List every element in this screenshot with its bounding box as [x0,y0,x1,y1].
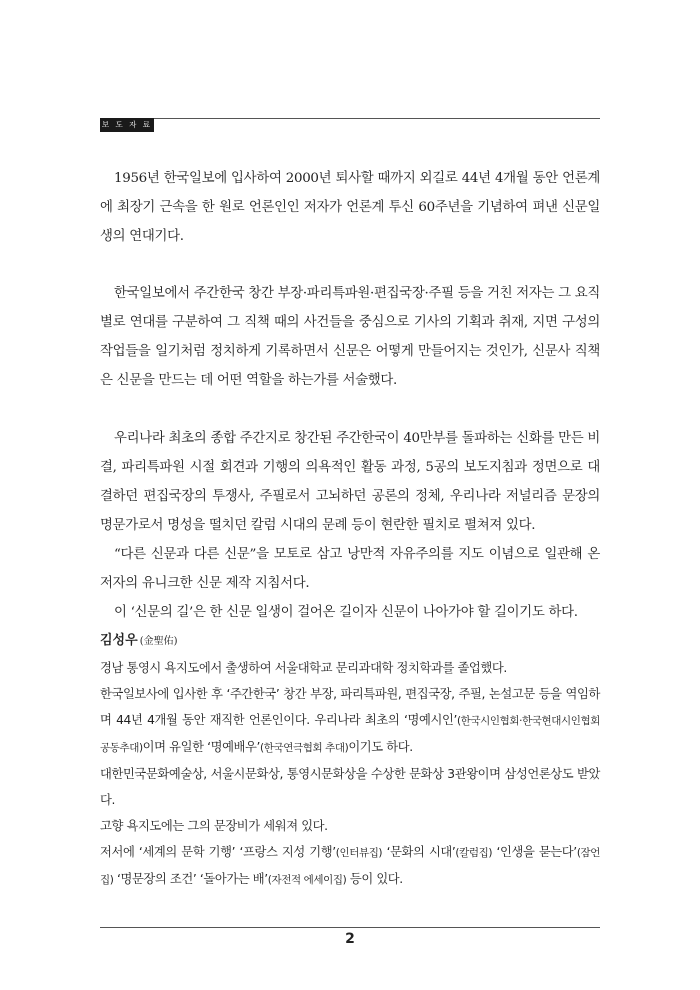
main-body [100,164,600,627]
bio-birthplace: 경남 통영시 욕지도에서 출생하여 서울대학교 문리과대학 정치학과를 졸업했다. [100,661,507,675]
bio-monument: 고향 욕지도에는 그의 문장비가 세워져 있다. [100,819,328,833]
author-hanja: (金聖佑) [139,636,178,647]
paragraph-intro: 1956년 한국일보에 입사하여 2000년 퇴사할 때까지 외길로 44년 4개월 동안 언론계에 최장기 근속을 한 원로 언론인인 저자가 언론계 투신 60주년을 기념하여 펴낸 신문일생의 연대기다. [100,171,600,244]
bio-career-text-2: 이며 유일한 ‘명예배우’ [142,740,261,754]
bio-works-text-5: 등이 있다. [346,872,403,886]
bio-career [100,681,600,761]
paragraph-highlights: 우리나라 최초의 종합 주간지로 창간된 주간한국이 40만부를 돌파하는 신화를 만든 비결, 파리특파원 시절 회견과 기행의 의욕적인 활동 과정, 5공의 보도지침과 정면으로 대결하던 편집국장의 투쟁사, 주필로서 고뇌하던 공론의 정체, 우리나라 저널리즘 문장의 명문가로서 명성을 떨치던 칼럼 시대의 문례 등이 현란한 필치로 펼쳐져 있다. [100,431,600,533]
bio-works-note-2: (칼럼집) [455,847,493,859]
bio-works [100,839,600,893]
bio-career-text: 한국일보사에 입사한 후 ‘주간한국’ 창간 부장, 파리특파원, 편집국장, 주필, 논설고문 등을 역임하며 44년 4개월 동안 재직한 언론인이다. 우리나라 최초의 ‘명예시인’ [100,687,600,727]
header-rule [100,118,600,119]
bio-works-text-4: ‘명문장의 조건’ ‘돌아가는 배’ [113,872,268,886]
bio-works-text-1: 저서에 ‘세계의 문학 기행’ ‘프랑스 지성 기행’ [100,845,336,859]
bio-works-text-2: ‘문화의 시대’ [382,845,456,859]
bio-works-text-3: ‘인생을 묻는다’ [492,845,577,859]
author-section [100,628,600,893]
bio-career-text-3: 이기도 하다. [348,740,413,754]
bio-career-note-2: (한국연극협회 추대) [260,742,349,754]
bio-career-note-1: (한국시인협회·한국현대시인협회 공동추대) [100,715,600,754]
footer-rule [100,927,600,928]
bio-awards: 대한민국문화예술상, 서울시문화상, 통영시문화상을 수상한 문화상 3관왕이며 삼성언론상도 받았다. [100,767,600,807]
press-release-label: 보 도 자 료 [100,118,154,132]
author-heading [100,628,600,655]
bio-works-note-4: (자전적 에세이집) [267,874,347,886]
bio-works-note-3: (잠언집) [100,847,600,886]
author-name: 김성우 [100,633,138,648]
page-number: 2 [345,931,355,947]
paragraph-motto: “다른 신문과 다른 신문”을 모토로 삼고 낭만적 자유주의를 지도 이념으로 일관해 온 저자의 유니크한 신문 제작 지침서다. [100,547,600,591]
paragraph-closing: 이 ‘신문의 길’은 한 신문 일생이 걸어온 길이자 신문이 나아가야 할 길이기도 하다. [114,605,578,620]
paragraph-career: 한국일보에서 주간한국 창간 부장·파리특파원·편집국장·주필 등을 거친 저자는 그 요직별로 연대를 구분하여 그 직책 때의 사건들을 중심으로 기사의 기획과 취재, 지면 구성의 작업들을 일기처럼 정치하게 기록하면서 신문은 어떻게 만들어지는 것인가, 신문사 직책은 신문을 만드는 데 어떤 역할을 하는가를 서술했다. [100,286,600,388]
bio-works-note-1: (인터뷰집) [335,847,383,859]
